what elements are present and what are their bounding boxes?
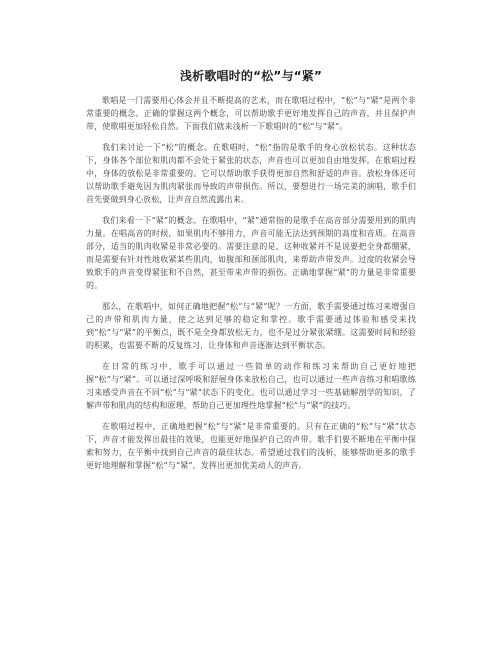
paragraph-conclusion: 在歌唱过程中，正确地把握“松”与“紧”是非常重要的。只有在正确的“松”与“紧”状态下，声音才能发挥出最佳的效果，也能更好地保护自己的声带。歌手们要不断地在平衡中探索和努力，在平衡中找到自己声音的最佳状态。希望通过我们的浅析，能够帮助更多的歌手更好地理解和掌握“松”与“紧”，发挥出更加优美动人的声音。: [86, 422, 416, 470]
paragraph-jin: 我们来看一下“紧”的概念。在歌唱中，“紧”通常指的是歌手在高音部分需要用到的肌肉力量。在唱高音的时候，如果肌肉不够用力，声音可能无法达到预期的高度和音质。在高音部分，适当的肌肉收紧是非常必要的。需要注意的是，这种收紧并不是说要把全身都绷紧，而是需要有针对性地收紧某些肌肉，如腹部和颈部肌肉，来帮助声带发声。过度的收紧会导致歌手的声音变得紧张和不自然，甚至带来声带的损伤。正确地掌握“紧”的力量是非常重要的。: [86, 216, 416, 290]
paragraph-intro: 歌唱是一门需要用心体会并且不断提高的艺术，而在歌唱过程中，“松”与“紧”是两个非常重要的概念。正确的掌握这两个概念，可以帮助歌手更好地发挥自己的声音，并且保护声带，使歌唱更加轻松自然。下面我们就来浅析一下歌唱时的“松”与“紧”。: [86, 96, 416, 131]
paragraph-song: 我们来讨论一下“松”的概念。在歌唱时，“松”指的是歌手的身心放松状态。这种状态下，身体各个部位和肌肉都不会处于紧张的状态，声音也可以更加自由地发挥。在歌唱过程中，身体的放松是非常重要的。它可以帮助歌手获得更加自然和舒适的声音。放松身体还可以帮助歌手避免因为肌肉紧张而导致的声带损伤。所以，要想进行一场完美的演唱，歌手们首先要做到身心放松，让声音自然流露出来。: [86, 143, 416, 204]
paragraph-practice: 在日常的练习中，歌手可以通过一些简单的动作和练习来帮助自己更好地把握“松”与“紧”。可以通过深呼吸和舒展身体来放松自己，也可以通过一些声音练习和唱歌练习来感受声音在不同“松”与“紧”状态下的变化。也可以通过学习一些基础解剖学的知识，了解声带和肌肉的结构和原理，帮助自己更加理性地掌握“松”与“紧”的技巧。: [86, 362, 416, 410]
document-title: 浅析歌唱时的“松”与“紧”: [179, 69, 323, 83]
paragraph-balance: 那么，在歌唱中，如何正确地把握“松”与“紧”呢？一方面，歌手需要通过练习来增强自己的声带和肌肉力量，使之达到足够的稳定和掌控。歌手需要通过体验和感受来找到“松”与“紧”的平衡点，既不是全身都放松无力，也不是过分紧张紧绷。这需要时间和经验的积累，也需要不断的反复练习，让身体和声音逐渐达到平衡状态。: [86, 302, 416, 350]
